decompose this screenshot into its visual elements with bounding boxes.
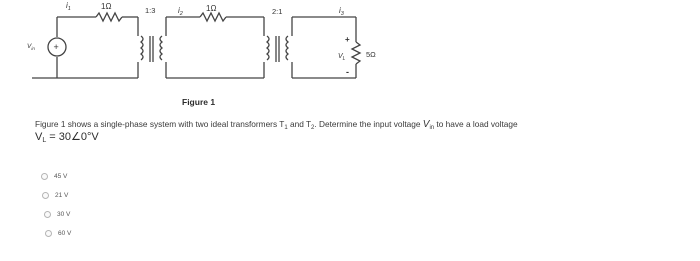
label-r1: 1Ω <box>101 2 112 11</box>
option-60v[interactable] <box>45 224 71 243</box>
label-vin: $V_{in}$ <box>27 43 35 51</box>
question-text <box>35 119 518 131</box>
option-30v[interactable] <box>44 205 71 224</box>
radio-button[interactable] <box>42 192 49 199</box>
question-part3: . Determine the input voltage <box>314 119 423 129</box>
option-label: 30 V <box>57 211 71 218</box>
option-45v[interactable] <box>41 167 71 186</box>
label-i2: $i_2$ <box>178 6 183 17</box>
answer-options <box>41 167 71 243</box>
resistor-r2 <box>200 13 226 21</box>
label-minus: - <box>346 67 349 77</box>
radio-button[interactable] <box>44 211 51 218</box>
question-vin-sub: in <box>429 125 435 131</box>
label-i1: $i_1$ <box>66 1 71 12</box>
load-voltage-sub: L <box>42 137 47 144</box>
source-plus-icon: + <box>53 42 59 52</box>
resistor-load <box>352 42 360 64</box>
t2-primary-coil <box>267 36 269 60</box>
option-label: 45 V <box>54 173 68 180</box>
question-part1: Figure 1 shows a single-phase system with two ideal transformers T <box>35 119 285 129</box>
t2-secondary-coil <box>286 36 288 60</box>
label-plus: + <box>345 35 350 44</box>
figure-caption: Figure 1 <box>182 97 216 107</box>
load-voltage-symbol: V <box>35 131 43 143</box>
option-label: 21 V <box>55 192 69 199</box>
load-voltage-value: = 30∠0°V <box>46 131 99 143</box>
resistor-r1 <box>96 13 122 21</box>
option-21v[interactable] <box>42 186 71 205</box>
question-part4: to have a load voltage <box>434 119 518 129</box>
radio-button[interactable] <box>45 230 52 237</box>
t1-secondary-coil <box>160 36 162 60</box>
question-vin: V <box>422 119 430 130</box>
question-t2-sub: 2 <box>311 125 315 131</box>
label-ratio1: 1:3 <box>145 6 156 15</box>
radio-button[interactable] <box>41 173 48 180</box>
question-t1-sub: 1 <box>284 125 288 131</box>
label-r2: 1Ω <box>206 4 217 13</box>
option-label: 60 V <box>58 230 72 237</box>
circuit-diagram <box>0 0 700 100</box>
label-ratio2: 2:1 <box>272 7 283 16</box>
label-i3: $i_3$ <box>339 6 344 17</box>
t1-primary-coil <box>141 36 143 60</box>
question-part2: and T <box>287 119 312 129</box>
load-voltage <box>35 130 99 144</box>
label-rl: 5Ω <box>366 50 376 59</box>
label-vl: $V_L$ <box>338 53 346 62</box>
